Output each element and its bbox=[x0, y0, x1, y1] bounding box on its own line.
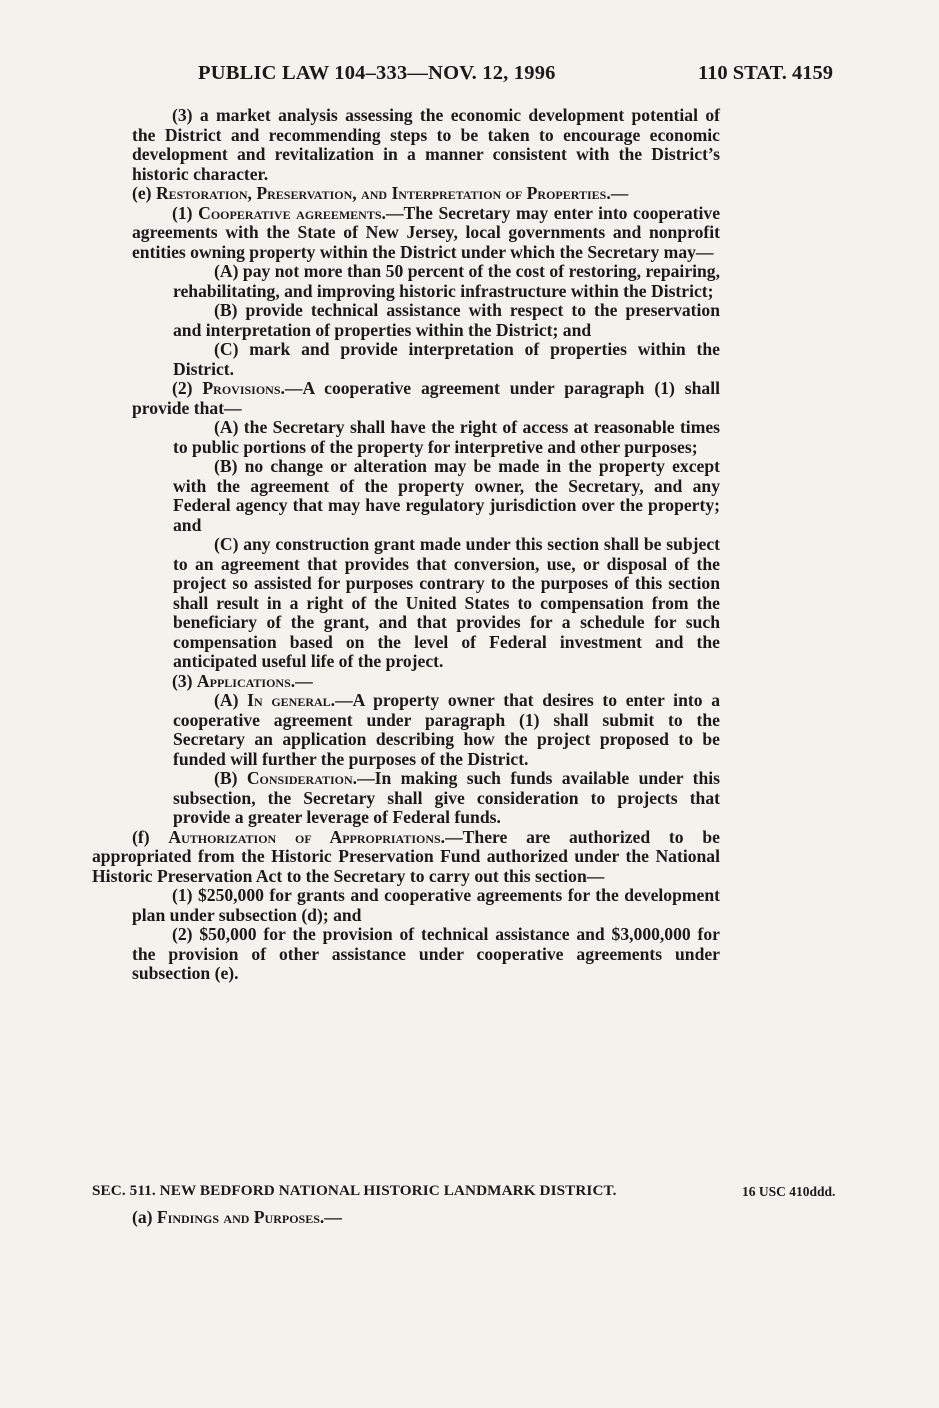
paragraph-heading: Consideration. bbox=[246, 768, 358, 788]
paragraph-text: (B) no change or alteration may be made in the property except with the agreement of the property owner, the Secretary, and any Federal agency that may have regulatory jurisdiction over the property; and bbox=[173, 456, 720, 535]
paragraph-text: (1) bbox=[172, 202, 199, 223]
statute-paragraph bbox=[92, 925, 720, 984]
paragraph-text: (3) bbox=[172, 670, 197, 691]
statute-paragraph bbox=[92, 204, 720, 263]
statute-paragraph bbox=[92, 672, 720, 692]
statute-paragraph bbox=[92, 535, 720, 672]
paragraph-text: (A) pay not more than 50 percent of the cost of restoring, repairing, rehabilitating, and improving historic infrastructure within the District; bbox=[173, 261, 720, 301]
paragraph-text: (2) $50,000 for the provision of technical assistance and $3,000,000 for the provision of other assistance under cooperative agreements under subsection (e). bbox=[132, 924, 720, 983]
paragraph-text: —A cooperative agreement under paragraph (1) shall provide that— bbox=[132, 378, 720, 418]
paragraph-text: (B) bbox=[214, 768, 247, 788]
findings-label: Findings and Purposes. bbox=[156, 1207, 325, 1227]
paragraph-text: (1) $250,000 for grants and cooperative agreements for the development plan under subsection (d); and bbox=[132, 885, 720, 925]
paragraph-text: (C) any construction grant made under this section shall be subject to an agreement that provides that conversion, use, or disposal of the project so assisted for purposes contrary to the purposes of this section shall result in a right of the United States to compensation from the beneficiary of the grant, and that provides for a schedule for such compensation based on the level of Federal investment and the anticipated useful life of the project. bbox=[173, 534, 720, 671]
findings-prefix: (a) bbox=[132, 1207, 157, 1227]
paragraph-text: (B) provide technical assistance with respect to the preservation and interpretation of properties within the District; and bbox=[173, 300, 720, 340]
paragraph-text: —In making such funds available under this subsection, the Secretary shall give consideration to projects that provide a greater leverage of Federal funds. bbox=[173, 768, 720, 827]
paragraph-text: — bbox=[295, 670, 313, 691]
paragraph-heading: Cooperative agreements. bbox=[198, 202, 386, 223]
paragraph-text: (C) mark and provide interpretation of properties within the District. bbox=[173, 339, 720, 379]
paragraph-text: (A) bbox=[214, 690, 248, 710]
statute-paragraph bbox=[92, 769, 720, 828]
statute-paragraph bbox=[92, 418, 720, 457]
page-header-statute: 110 STAT. 4159 bbox=[698, 62, 833, 84]
statute-paragraph bbox=[92, 379, 720, 418]
paragraph-heading: Provisions. bbox=[202, 378, 285, 398]
statute-paragraph bbox=[92, 828, 720, 887]
statute-paragraph bbox=[92, 262, 720, 301]
statute-paragraph bbox=[92, 340, 720, 379]
paragraph-heading: Authorization of Appropriations. bbox=[168, 826, 446, 847]
paragraph-text: —The Secretary may enter into cooperative agreements with the State of New Jersey, local governments and nonprofit entities owning property within the District under which the Secretary may— bbox=[132, 202, 721, 262]
findings-dash: — bbox=[324, 1207, 342, 1227]
statute-paragraph bbox=[92, 184, 720, 204]
section-heading: SEC. 511. NEW BEDFORD NATIONAL HISTORIC LANDMARK DISTRICT. bbox=[92, 1182, 617, 1199]
subsection-findings-heading bbox=[132, 1207, 342, 1228]
paragraph-text: —There are authorized to be appropriated from the Historic Preservation Fund authorized under the National Historic Preservation Act to the Secretary to carry out this section— bbox=[92, 826, 720, 886]
statute-paragraph bbox=[92, 301, 720, 340]
paragraph-text: (3) a market analysis assessing the economic development potential of the District and recommending steps to be taken to encourage economic development and revitalization in a manner consistent with the District’s historic character. bbox=[132, 105, 720, 184]
page-header-title: PUBLIC LAW 104–333—NOV. 12, 1996 bbox=[198, 62, 556, 84]
paragraph-text: (f) bbox=[132, 826, 169, 847]
statute-body-text bbox=[92, 106, 720, 984]
statute-paragraph bbox=[92, 886, 720, 925]
statute-paragraph bbox=[92, 457, 720, 535]
paragraph-heading: Applications. bbox=[196, 670, 296, 691]
paragraph-heading: In general. bbox=[247, 690, 336, 710]
statute-paragraph bbox=[92, 691, 720, 769]
paragraph-text: (e) bbox=[132, 183, 156, 203]
statute-paragraph bbox=[92, 106, 720, 184]
paragraph-text: (A) the Secretary shall have the right of access at reasonable times to public portions of the property for interpretive and other purposes; bbox=[173, 417, 720, 457]
margin-note-citation: 16 USC 410ddd. bbox=[742, 1184, 836, 1199]
paragraph-text: — bbox=[610, 183, 629, 203]
paragraph-text: —A property owner that desires to enter into a cooperative agreement under paragraph (1) shall submit to the Secretary an application describing how the project proposed to be funded will further the purposes of the District. bbox=[173, 690, 720, 769]
paragraph-text: (2) bbox=[172, 378, 203, 398]
paragraph-heading: Restoration, Preservation, and Interpretation of Properties. bbox=[155, 183, 611, 203]
